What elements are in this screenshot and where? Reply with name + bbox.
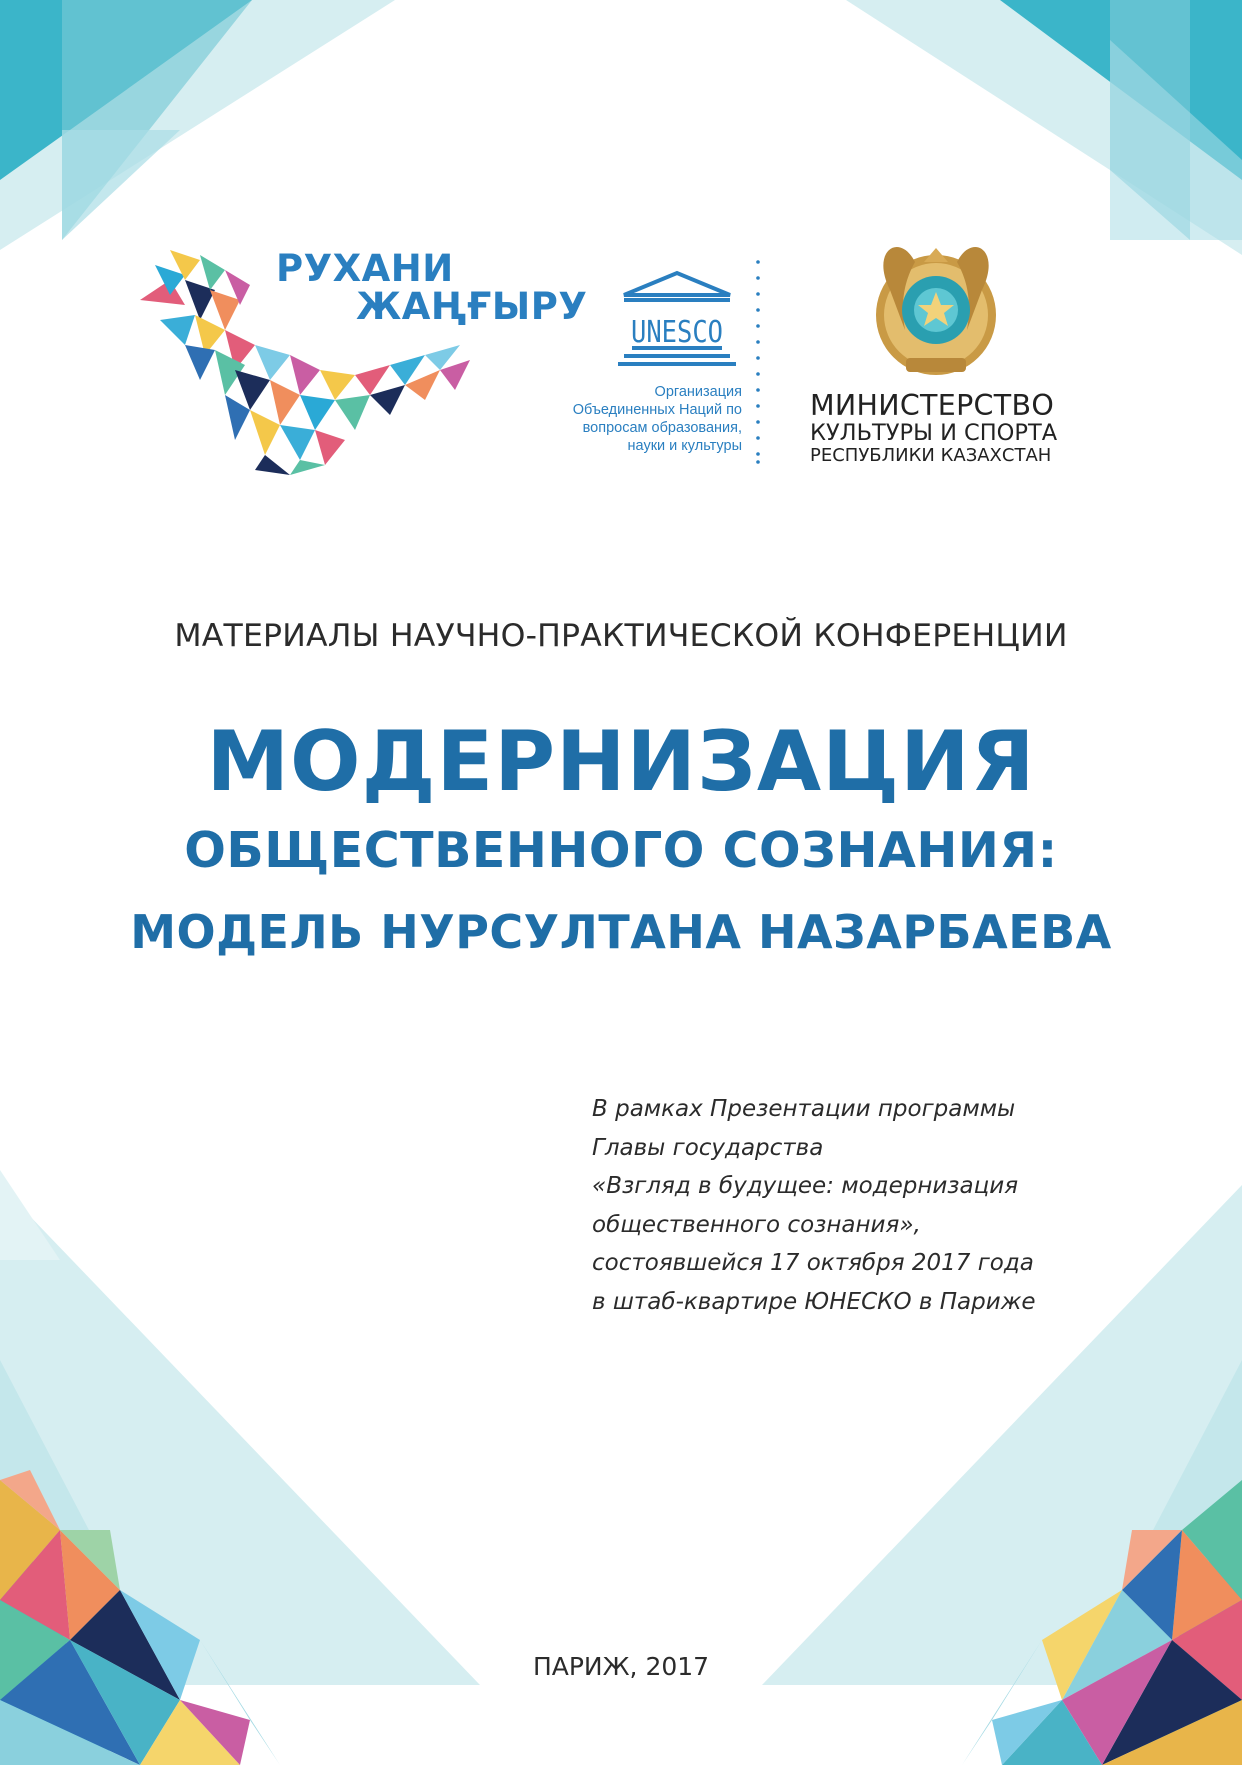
unesco-temple-text: UNESCO [631, 315, 723, 350]
ruhani-line2: ЖАҢҒЫРУ [356, 285, 588, 328]
unesco-caption-line: Объединенных Наций по [572, 402, 742, 418]
event-note-line: в штаб-квартире ЮНЕСКО в Париже [592, 1288, 1036, 1315]
city-year: ПАРИЖ, 2017 [532, 1652, 710, 1681]
unesco-caption-line: Организация [654, 384, 742, 400]
event-note-line: «Взгляд в будущее: модернизация [592, 1173, 1019, 1199]
ministry-wordmark [810, 389, 1070, 466]
ruhani-line1: РУХАНИ [276, 247, 454, 290]
event-note-line: состоявшейся 17 октября 2017 года [592, 1250, 1034, 1276]
title-line3: МОДЕЛЬ НУРСУЛТАНА НАЗАРБАЕВА [130, 905, 1112, 959]
title-line2: ОБЩЕСТВЕННОГО СОЗНАНИЯ: [184, 822, 1058, 879]
event-note-line: Главы государства [592, 1134, 824, 1161]
ministry-line1: МИНИСТЕРСТВО [810, 389, 1055, 422]
event-note-line: В рамках Презентации программы [592, 1096, 1016, 1122]
unesco-caption-line: науки и культуры [627, 438, 742, 454]
title-line1: МОДЕРНИЗАЦИЯ [206, 713, 1036, 810]
event-note-line: общественного сознания», [592, 1211, 921, 1238]
conference-subtitle: МАТЕРИАЛЫ НАУЧНО-ПРАКТИЧЕСКОЙ КОНФЕРЕНЦИИ [174, 618, 1068, 654]
ministry-line2: КУЛЬТУРЫ И СПОРТА [810, 419, 1058, 446]
event-note [592, 1090, 1152, 1321]
ministry-line3: РЕСПУБЛИКИ КАЗАХСТАН [810, 445, 1052, 466]
unesco-caption-line: вопросам образования, [582, 420, 742, 436]
